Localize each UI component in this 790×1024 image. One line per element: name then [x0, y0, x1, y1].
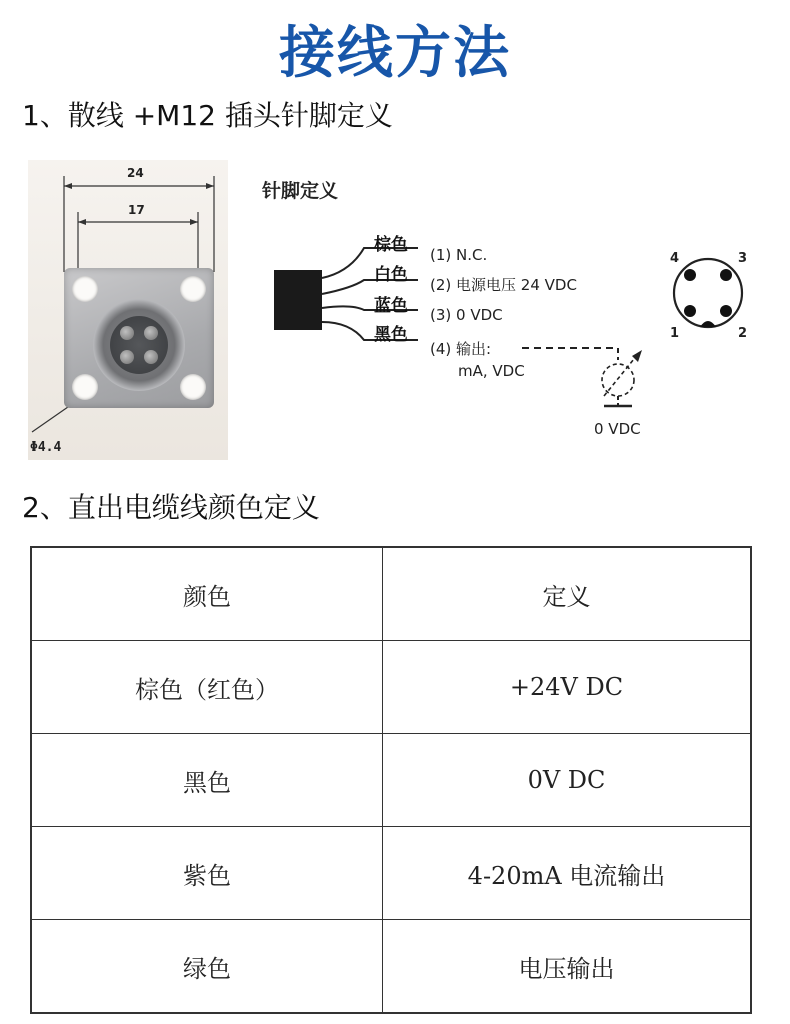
cell-color: 棕色（红色）: [31, 641, 383, 734]
connector-pin-1: 1: [670, 326, 680, 341]
header-definition: 定义: [383, 547, 752, 641]
pin-2-definition: (2) 电源电压 24 VDC: [430, 276, 577, 294]
page-title: 接线方法: [279, 21, 511, 86]
table-row: [31, 827, 751, 920]
pin-3-definition: (3) 0 VDC: [430, 306, 503, 324]
section-2-heading: 2、直出电缆线颜色定义: [22, 491, 320, 524]
ground-label: 0 VDC: [594, 420, 641, 438]
connector-pin-4: 4: [670, 251, 680, 266]
pin-1-definition: (1) N.C.: [430, 246, 488, 264]
table-row: [31, 920, 751, 1014]
table-row: [31, 734, 751, 827]
wire-color-black: 黑色: [374, 325, 408, 345]
table-header-row: [31, 547, 751, 641]
section-1-heading: 1、散线 +M12 插头针脚定义: [22, 99, 393, 132]
cell-color: 绿色: [31, 920, 383, 1014]
pin-4-definition: (4) 输出:: [430, 340, 492, 358]
wire-color-blue: 蓝色: [374, 296, 408, 316]
connector-pin-3: 3: [738, 251, 748, 266]
header-color: 颜色: [31, 547, 383, 641]
table-row: [31, 641, 751, 734]
cell-color: 黑色: [31, 734, 383, 827]
connector-pin-2: 2: [738, 326, 748, 341]
cell-definition: 4-20mA 电流输出: [383, 827, 752, 920]
cable-color-table: [30, 546, 752, 1014]
cell-definition: 0V DC: [383, 734, 752, 827]
dimension-24: 24: [127, 166, 144, 180]
dimension-17: 17: [128, 203, 145, 217]
cell-color: 紫色: [31, 827, 383, 920]
cell-definition: 电压输出: [383, 920, 752, 1014]
output-unit: mA, VDC: [458, 362, 525, 380]
hole-diameter: Φ4.4: [30, 440, 62, 455]
pin-definition-title: 针脚定义: [262, 180, 339, 202]
wire-color-white: 白色: [374, 265, 408, 285]
wire-color-brown: 棕色: [374, 235, 408, 255]
cell-definition: +24V DC: [383, 641, 752, 734]
